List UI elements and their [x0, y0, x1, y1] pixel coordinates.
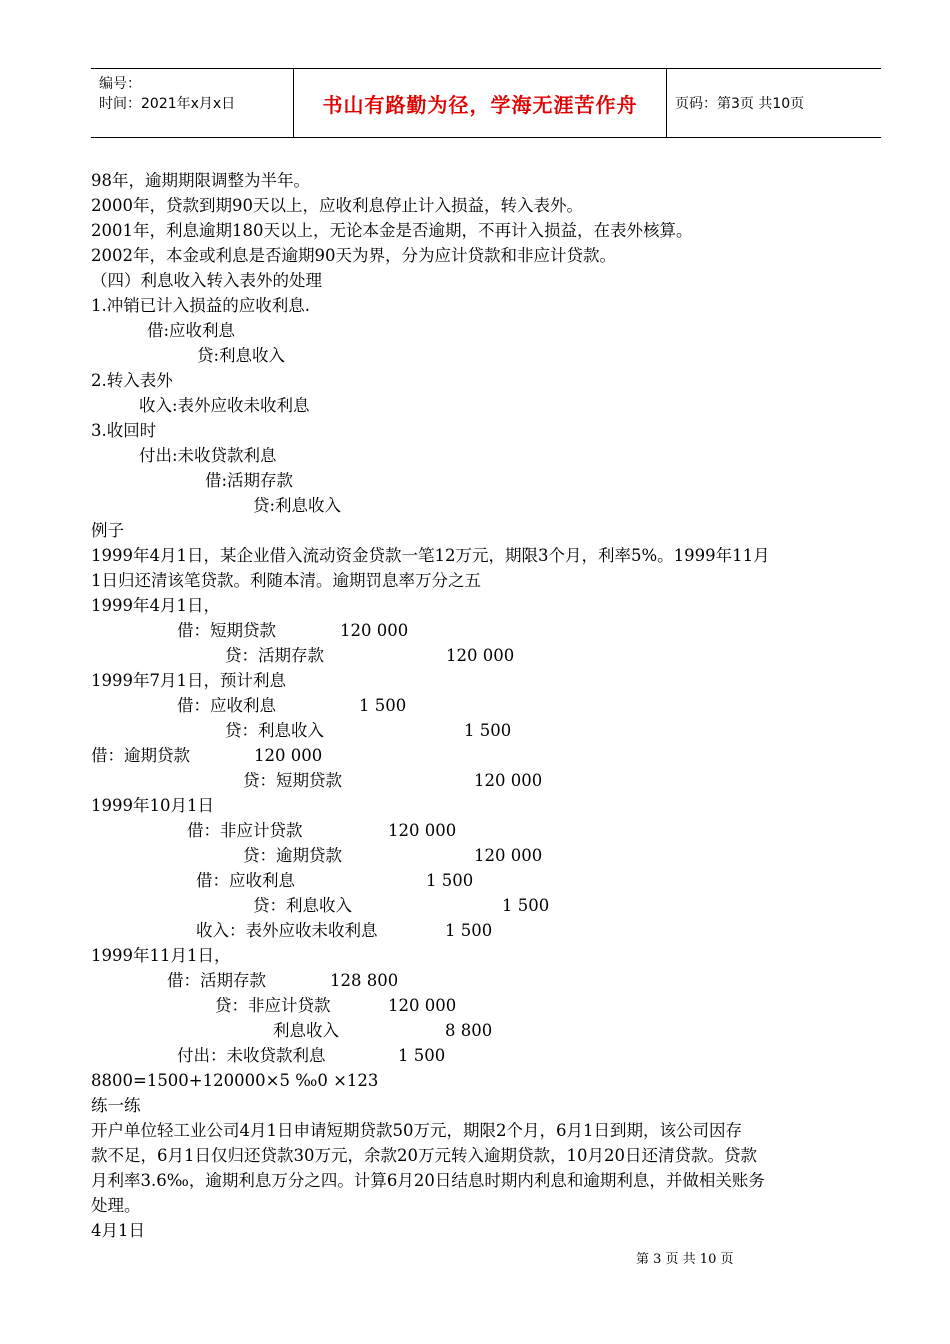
- entry-debit: 借:应收利息: [147, 321, 236, 340]
- entry-credit: 利息收入: [273, 1021, 339, 1040]
- entry-debit: 借：活期存款: [167, 971, 266, 990]
- header-page-info: 页码：第3页 共10页: [675, 96, 805, 112]
- section-heading: 练一练: [91, 1096, 141, 1115]
- entry-debit: 借：非应计贷款: [187, 821, 303, 840]
- entry-amount: 120 000: [446, 646, 515, 665]
- entry-payment: 付出：未收贷款利息: [177, 1046, 326, 1065]
- entry-amount: 1 500: [464, 721, 512, 740]
- entry-debit: 借:活期存款: [205, 471, 294, 490]
- section-heading: 例子: [91, 521, 124, 540]
- text-line: 1.冲销已计入损益的应收利息.: [91, 296, 310, 315]
- date-line: 1999年7月1日，预计利息: [91, 671, 286, 690]
- entry-amount: 1 500: [426, 871, 474, 890]
- text-line: 月利率3.6‰，逾期利息万分之四。计算6月20日结息时期内利息和逾期利息，并做相关账务: [91, 1171, 765, 1190]
- entry-debit: 借：短期贷款: [177, 621, 276, 640]
- entry-debit: 借：应收利息: [196, 871, 295, 890]
- entry-amount: 1 500: [445, 921, 493, 940]
- entry-amount: 120 000: [474, 846, 543, 865]
- entry-credit: 贷：活期存款: [225, 646, 324, 665]
- entry-amount: 1 500: [398, 1046, 446, 1065]
- text-line: 开户单位轻工业公司4月1日申请短期贷款50万元，期限2个月，6月1日到期，该公司因存: [91, 1121, 742, 1140]
- entry-amount: 120 000: [388, 821, 457, 840]
- text-line: 1日归还清该笔贷款。利随本清。逾期罚息率万分之五: [91, 571, 481, 590]
- entry-receipt: 收入:表外应收未收利息: [139, 396, 310, 415]
- entry-credit: 贷：非应计贷款: [215, 996, 331, 1015]
- entry-amount: 120 000: [474, 771, 543, 790]
- entry-amount: 120 000: [254, 746, 323, 765]
- date-line: 1999年11月1日，: [91, 946, 231, 965]
- entry-credit: 贷：利息收入: [225, 721, 324, 740]
- entry-amount: 120 000: [388, 996, 457, 1015]
- text-line: 2.转入表外: [91, 371, 173, 390]
- entry-credit: 贷：利息收入: [253, 896, 352, 915]
- text-line: 1999年4月1日，某企业借入流动资金贷款一笔12万元，期限3个月，利率5%。1999年11月: [91, 546, 770, 565]
- text-line: 98年，逾期期限调整为半年。: [91, 171, 310, 190]
- page-footer: 第 3 页 共 10 页: [636, 1252, 734, 1267]
- text-line: 2001年，利息逾期180天以上，无论本金是否逾期，不再计入损益，在表外核算。: [91, 221, 693, 240]
- entry-amount: 128 800: [330, 971, 399, 990]
- entry-amount: 8 800: [445, 1021, 493, 1040]
- time-label: 时间：2021年x月x日: [99, 96, 236, 112]
- text-line: 处理。: [91, 1196, 141, 1215]
- date-line: 4月1日: [91, 1221, 145, 1240]
- text-line: 3.收回时: [91, 421, 157, 440]
- header-motto: 书山有路勤为径，学海无涯苦作舟: [322, 92, 638, 117]
- date-line: 1999年4月1日，: [91, 596, 220, 615]
- number-label: 编号：: [99, 76, 141, 92]
- formula-line: 8800=1500+120000×5 ‰0 ×123: [91, 1071, 379, 1090]
- text-line: 2000年，贷款到期90天以上，应收利息停止计入损益，转入表外。: [91, 196, 583, 215]
- entry-amount: 120 000: [340, 621, 409, 640]
- entry-credit: 贷：逾期贷款: [243, 846, 342, 865]
- entry-amount: 1 500: [359, 696, 407, 715]
- entry-debit: 借：逾期贷款: [91, 746, 190, 765]
- section-heading: （四）利息收入转入表外的处理: [91, 271, 322, 290]
- date-line: 1999年10月1日: [91, 796, 214, 815]
- entry-debit: 借：应收利息: [177, 696, 276, 715]
- entry-receipt: 收入：表外应收未收利息: [196, 921, 378, 940]
- entry-credit: 贷：短期贷款: [243, 771, 342, 790]
- entry-credit: 贷:利息收入: [197, 346, 286, 365]
- entry-credit: 贷:利息收入: [253, 496, 342, 515]
- text-line: 2002年，本金或利息是否逾期90天为界，分为应计贷款和非应计贷款。: [91, 246, 616, 265]
- text-line: 款不足，6月1日仅归还贷款30万元，余款20万元转入逾期贷款，10月20日还清贷款。贷款: [91, 1146, 757, 1165]
- entry-amount: 1 500: [502, 896, 550, 915]
- entry-payment: 付出:未收贷款利息: [139, 446, 277, 465]
